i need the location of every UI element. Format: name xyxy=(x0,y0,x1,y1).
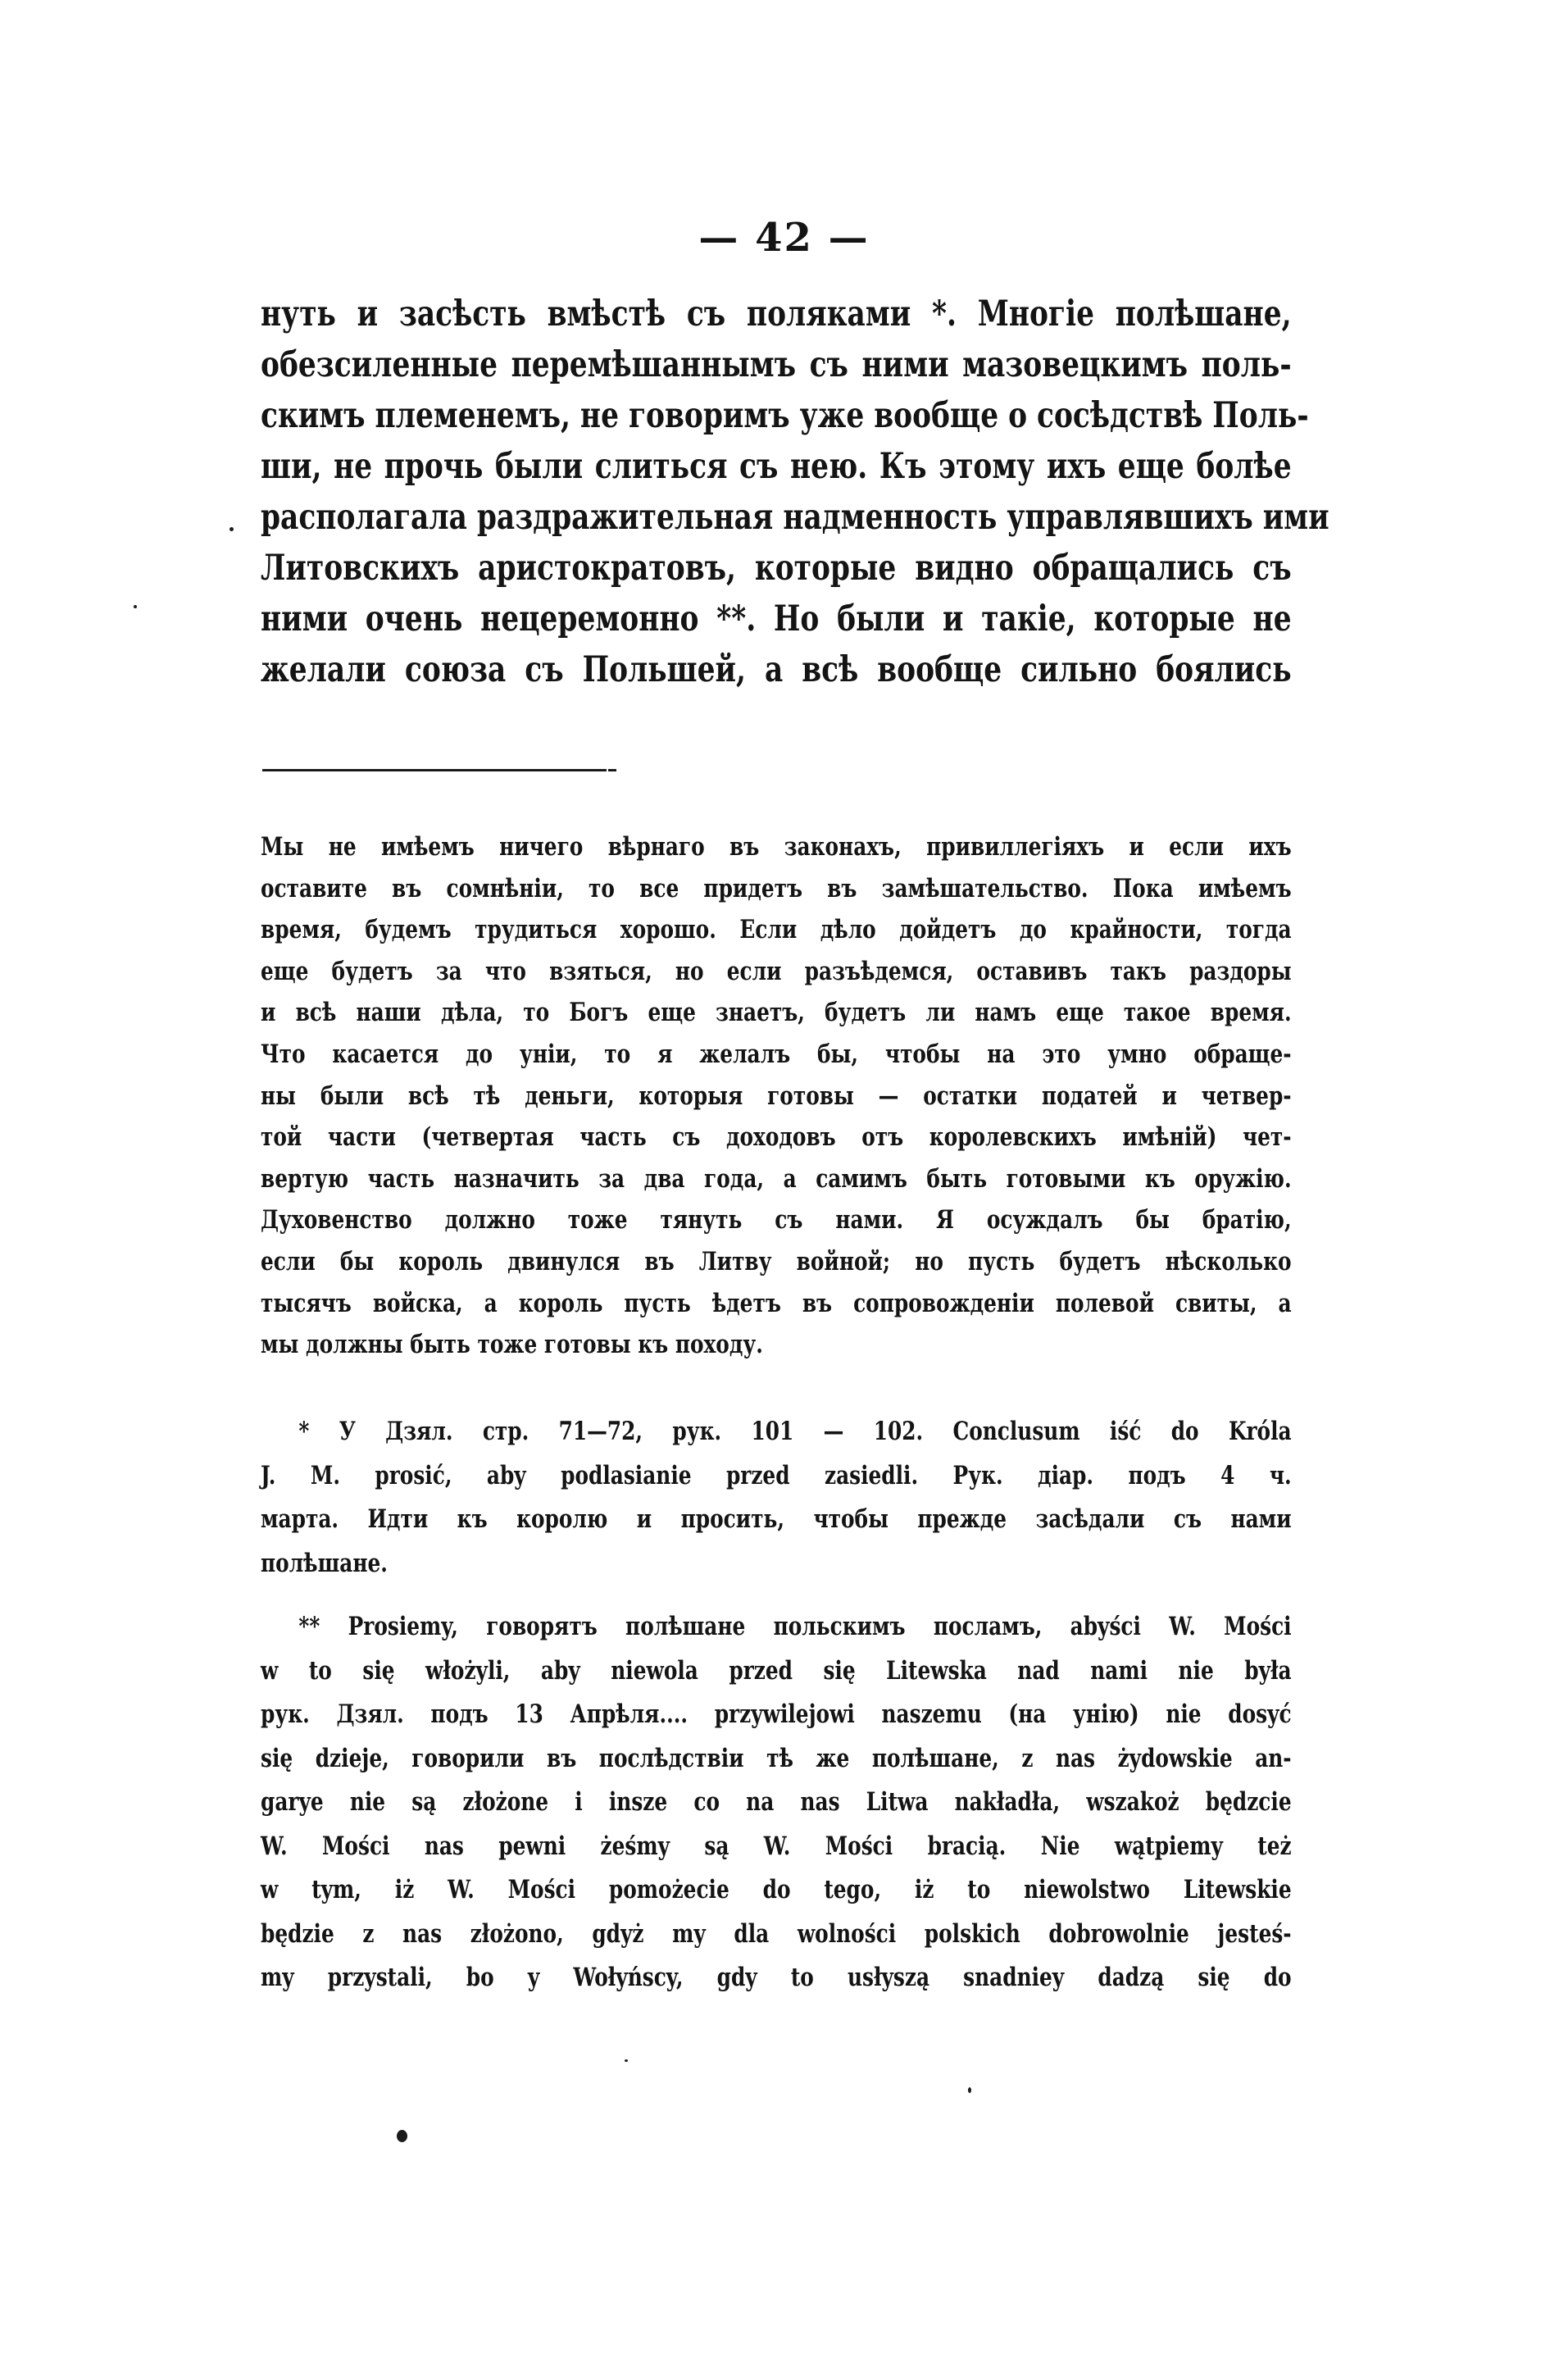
ink-speck xyxy=(968,2087,971,2093)
footnote-line: Что касается до уніи, то я желалъ бы, чтобы на это умно обраще- xyxy=(261,1039,1292,1069)
footnote-line: еще будетъ за что взяться, но если разъѣдемся, оставивъ такъ раздоры xyxy=(261,956,1292,986)
footnote-line: и всѣ наши дѣла, то Богъ еще знаетъ, будетъ ли намъ еще такое время. xyxy=(261,998,1292,1028)
main-text-line: обезсиленные перемѣшаннымъ съ ними мазовецкимъ поль- xyxy=(261,344,1292,385)
footnote-line: полѣшане. xyxy=(261,1548,388,1578)
footnote-line: J. M. prosić, aby podlasianie przed zasiedli. Рук. діар. подъ 4 ч. xyxy=(261,1460,1292,1490)
footnote-line: my przystali, bo y Wołyńscy, gdy to usłyszą snadniey dadzą się do xyxy=(261,1963,1292,1992)
footnote-line: вертую часть назначить за два года, а самимъ быть готовыми къ оружію. xyxy=(261,1163,1292,1194)
footnote-line: если бы король двинулся въ Литву войной; но пусть будетъ нѣсколько xyxy=(261,1246,1292,1276)
footnote-line: w tym, iż W. Mości pomożecie do tego, iż to niewolstwo Litewskie xyxy=(261,1875,1292,1904)
main-text-line: ними очень нецеремонно **. Но были и такіе, которые не xyxy=(261,598,1292,639)
footnote-line: ны были всѣ тѣ деньги, которыя готовы — остатки податей и четвер- xyxy=(261,1081,1292,1111)
footnote-line: оставите въ сомнѣніи, то все придетъ въ замѣшательство. Пока имѣемъ xyxy=(261,873,1292,903)
footnote-double-asterisk xyxy=(261,1605,1292,2000)
ink-speck xyxy=(625,2059,628,2062)
main-text-line: располагала раздражительная надменность управлявшихъ ими xyxy=(261,497,1329,538)
footnote-line: марта. Идти къ королю и просить, чтобы прежде засѣдали съ нами xyxy=(261,1504,1292,1534)
ink-speck xyxy=(397,2130,407,2142)
footnote-line: тысячъ войска, а король пусть ѣдетъ въ сопровожденіи полевой свиты, а xyxy=(261,1288,1292,1318)
page-number: — 42 — xyxy=(698,215,870,261)
main-text-line: скимъ племенемъ, не говоримъ уже вообще о сосѣдствѣ Поль- xyxy=(261,395,1309,436)
main-text-line: Литовскихъ аристократовъ, которые видно обращались съ xyxy=(261,548,1292,589)
footnote-line: W. Mości nas pewni żeśmy są W. Mości bracią. Nie wątpiemy też xyxy=(261,1831,1292,1861)
footnote-line: garye nie są złożone i insze co na nas Litwa nakładła, wszakoż będzcie xyxy=(261,1787,1292,1817)
footnote-line: będzie z nas złożono, gdyż my dla wolności polskich dobrowolnie jesteś- xyxy=(261,1918,1292,1949)
ink-speck xyxy=(134,605,137,608)
main-text-line: ши, не прочь были слиться съ нею. Къ этому ихъ еще болѣе xyxy=(261,446,1292,487)
footnote-line: рук. Дзял. подъ 13 Апрѣля.... przywilejowi naszemu (на унію) nie dosyć xyxy=(261,1699,1292,1729)
footnote-line: время, будемъ трудиться хорошо. Если дѣло дойдетъ до крайности, тогда xyxy=(261,915,1292,945)
main-text-body xyxy=(261,289,1329,695)
footnote-line: ** Prosiemy, говорятъ полѣшане польскимъ посламъ, abyści W. Mości xyxy=(298,1612,1292,1641)
footnote-separator-dash xyxy=(608,769,616,771)
footnote-line: Духовенство должно тоже тянуть съ нами. Я осуждалъ бы братію, xyxy=(261,1205,1292,1235)
footnote-single-asterisk xyxy=(261,1410,1292,1586)
ink-speck xyxy=(230,527,234,531)
footnote-line: * У Дзял. стр. 71—72, рук. 101 — 102. Conclusum iść do Króla xyxy=(298,1417,1292,1446)
footnote-line: Мы не имѣемъ ничего вѣрнаго въ законахъ, привиллегіяхъ и если ихъ xyxy=(261,832,1292,862)
main-text-line: желали союза съ Польшей, а всѣ вообще сильно боялись xyxy=(261,649,1292,690)
footnote-line: się dzieje, говорили въ послѣдствіи тѣ же полѣшане, z nas żydowskie an- xyxy=(261,1743,1292,1773)
footnote-line: w to się włożyli, aby niewola przed się Litewska nad nami nie była xyxy=(261,1655,1292,1686)
footnote-line: той части (четвертая часть съ доходовъ отъ королевскихъ имѣній) чет- xyxy=(261,1122,1292,1153)
footnote-continuation xyxy=(261,826,1292,1366)
main-text-line: нуть и засѣсть вмѣстѣ съ поляками *. Многіе полѣшане, xyxy=(261,293,1292,334)
footnote-separator-rule xyxy=(262,769,607,771)
footnote-line: мы должны быть тоже готовы къ походу. xyxy=(261,1330,763,1360)
